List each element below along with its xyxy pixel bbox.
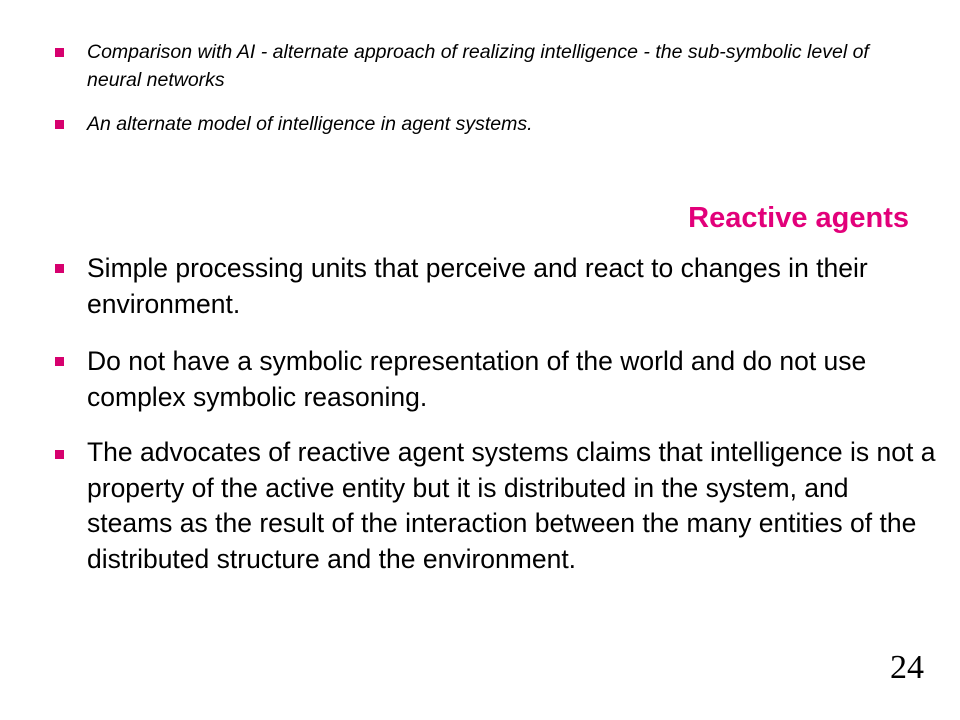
bullet-marker: [55, 120, 64, 129]
main-bullet-text: Simple processing units that perceive and react to changes in their environment.: [87, 253, 868, 319]
page-number: 24: [890, 649, 924, 686]
bullet-marker: [55, 48, 64, 57]
bullet-marker: [55, 357, 64, 366]
bullet-marker: [55, 264, 64, 273]
intro-bullet-text: An alternate model of intelligence in agent systems.: [87, 113, 533, 135]
bullet-marker: [55, 450, 64, 459]
intro-bullet-text: Comparison with AI - alternate approach of realizing intelligence - the sub-symbolic level of neural networks: [87, 41, 869, 91]
main-bullet-text: Do not have a symbolic representation of the world and do not use complex symbolic reasoning.: [87, 346, 867, 412]
main-bullet-text: The advocates of reactive agent systems claims that intelligence is not a property of the active entity but it is distributed in the system, and steams as the result of the interaction between the many entities of the distributed structure and the environment.: [87, 437, 936, 574]
slide-heading: Reactive agents: [688, 202, 909, 234]
